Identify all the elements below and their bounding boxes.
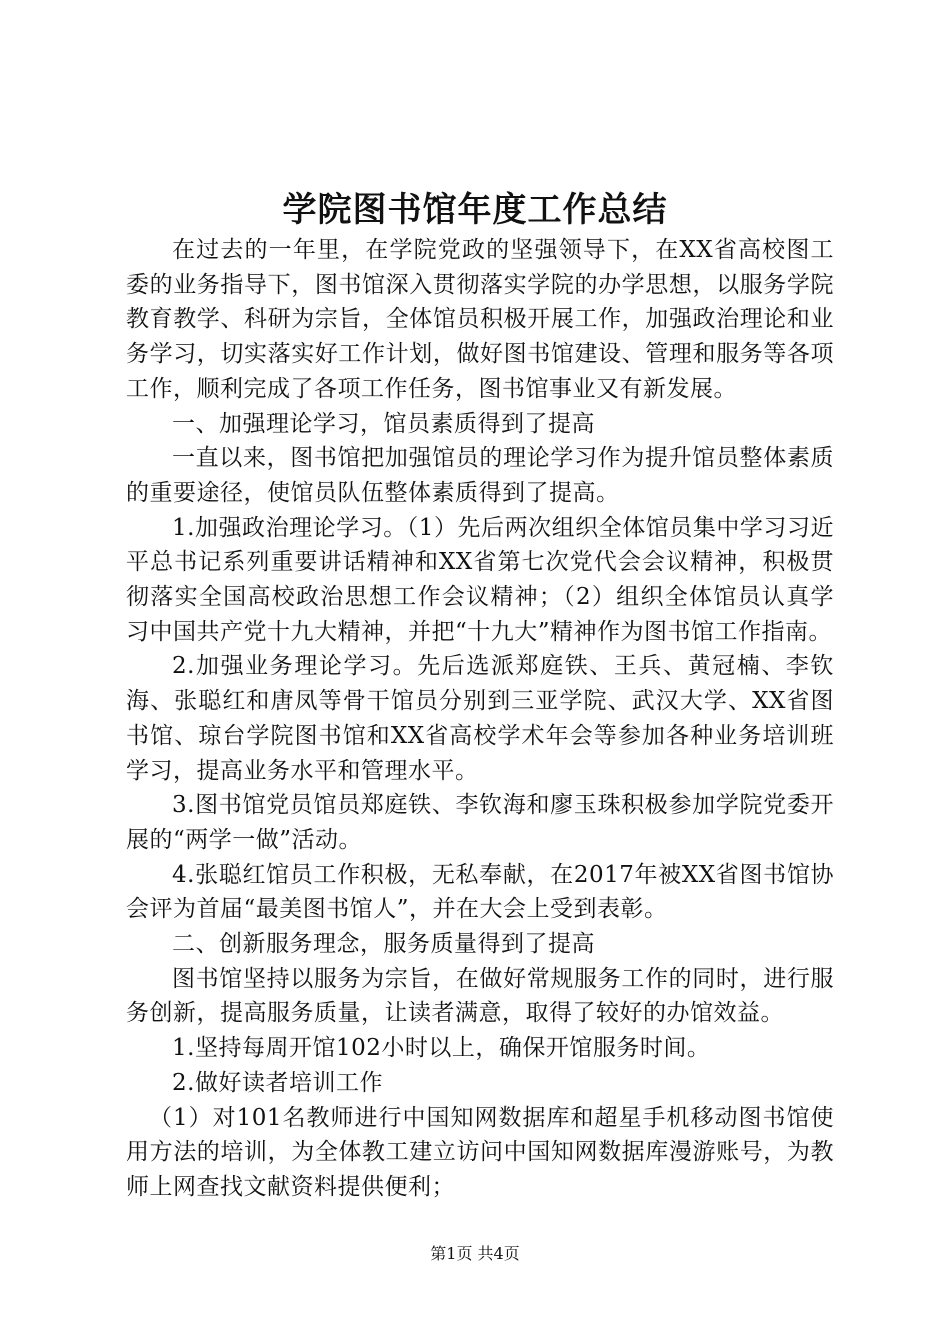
paragraph-item-2-2-1: （1）对101名教师进行中国知网数据库和超星手机移动图书馆使用方法的培训，为全体教工建立访问中国知网数据库漫游账号，为教师上网查找文献资料提供便利； — [126, 1104, 834, 1200]
paragraph-item-1-4: 4.张聪红馆员工作积极，无私奉献，在2017年被XX省图书馆协会评为首届“最美图书馆人”，并在大会上受到表彰。 — [126, 861, 834, 923]
paragraph-section-1-intro: 一直以来，图书馆把加强馆员的理论学习作为提升馆员整体素质的重要途径，使馆员队伍整体素质得到了提高。 — [126, 445, 834, 506]
paragraph-item-1-3: 3.图书馆党员馆员郑庭铁、李钦海和廖玉珠积极参加学院党委开展的“两学一做”活动。 — [126, 792, 834, 853]
document-title: 学院图书馆年度工作总结 — [282, 190, 668, 230]
paragraph-item-1-2: 2.加强业务理论学习。先后选派郑庭铁、王兵、黄冠楠、李钦海、张聪红和唐凤等骨干馆员分别到三亚学院、武汉大学、XX省图书馆、琼台学院图书馆和XX省高校学术年会等参加各种业务培训班学习，提高业务水平和管理水平。 — [126, 653, 834, 784]
page-footer: 第1页 共4页 — [430, 1244, 520, 1263]
paragraph-section-2-intro: 图书馆坚持以服务为宗旨，在做好常规服务工作的同时，进行服务创新，提高服务质量，让读者满意，取得了较好的办馆效益。 — [126, 965, 834, 1027]
paragraph-item-2-1: 1.坚持每周开馆102小时以上，确保开馆服务时间。 — [172, 1035, 711, 1062]
section-heading-1: 一、加强理论学习，馆员素质得到了提高 — [172, 410, 595, 437]
paragraph-item-2-2: 2.做好读者培训工作 — [172, 1069, 383, 1096]
document-body — [126, 233, 834, 1205]
paragraph-item-1-1: 1.加强政治理论学习。（1）先后两次组织全体馆员集中学习习近平总书记系列重要讲话精神和XX省第七次党代会会议精神，积极贯彻落实全国高校政治思想工作会议精神；（2）组织全体馆员认真学习中国共产党十九大精神，并把“十九大”精神作为图书馆工作指南。 — [126, 514, 834, 645]
section-heading-2: 二、创新服务理念，服务质量得到了提高 — [172, 931, 595, 958]
paragraph-intro: 在过去的一年里，在学院党政的坚强领导下，在XX省高校图工委的业务指导下，图书馆深入贯彻落实学院的办学思想，以服务学院教育教学、科研为宗旨，全体馆员积极开展工作，加强政治理论和业务学习，切实落实好工作计划，做好图书馆建设、管理和服务等各项工作，顺利完成了各项工作任务，图书馆事业又有新发展。 — [126, 237, 834, 402]
